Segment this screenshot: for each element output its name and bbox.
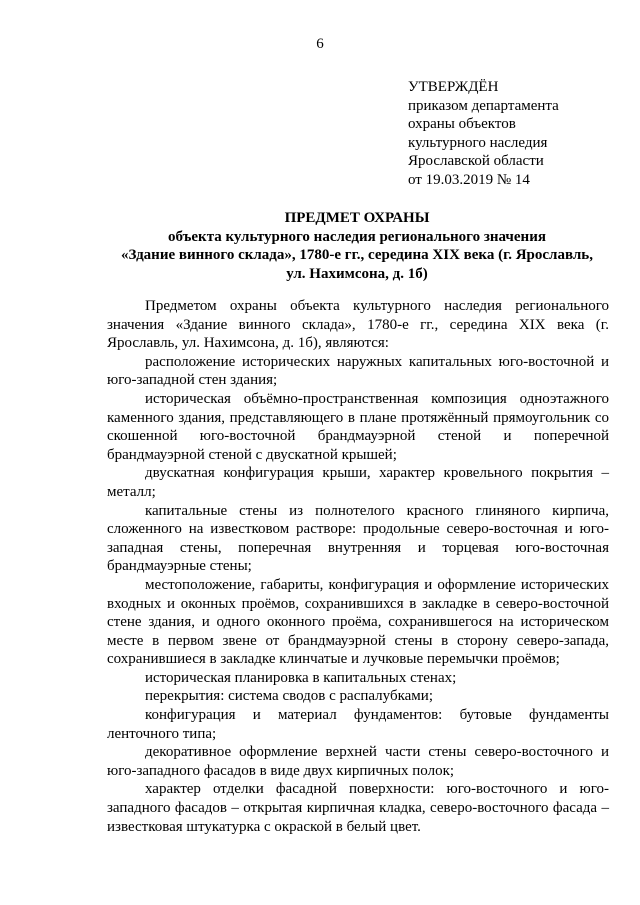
- body-paragraph: двускатная конфигурация крыши, характер кровельного покрытия – металл;: [107, 465, 609, 500]
- approval-line: УТВЕРЖДЁН: [408, 79, 499, 95]
- title-object-name: «Здание винного склада», 1780-е гг., середина XIX века (г. Ярославль,: [121, 247, 593, 263]
- body-paragraph: характер отделки фасадной поверхности: юго-восточного и юго-западного фасадов – открытая кирпичная кладка, северо-восточного фасада – известковая штукатурка с окраской в белый цвет.: [107, 781, 609, 835]
- approval-line: охраны объектов: [408, 116, 516, 132]
- approval-stamp: [408, 78, 628, 189]
- body-paragraph: перекрытия: система сводов с распалубками;: [145, 688, 433, 705]
- document-title: [102, 209, 612, 283]
- approval-line: Ярославской области: [408, 153, 544, 169]
- document-body: [107, 297, 609, 836]
- body-paragraph: историческая планировка в капитальных стенах;: [145, 669, 457, 686]
- body-paragraph: местоположение, габариты, конфигурация и оформление исторических входных и оконных проёмов, сохранившихся в закладке в северо-восточной стене здания, и одного оконного проёма, сохранившегося на историческом месте в первом звене от брандмауэрной стены в сторону северо-запада, сохранившиеся в закладке клинчатые и лучковые перемычки проёмов;: [107, 576, 609, 668]
- body-paragraph: декоративное оформление верхней части стены северо-восточного и юго-западного фасадов в виде двух кирпичных полок;: [107, 744, 609, 779]
- page-number: 6: [316, 36, 324, 52]
- body-paragraph: историческая объёмно-пространственная композиция одноэтажного каменного здания, представляющего в плане протяжённый прямоугольник со скошенной юго-восточной брандмауэрной стеной и поперечной брандмауэрной стеной с двускатной крышей;: [107, 390, 609, 463]
- title-address: ул. Нахимсона, д. 1б): [286, 265, 428, 282]
- title-subtitle: объекта культурного наследия регионального значения: [168, 228, 546, 245]
- body-paragraph: конфигурация и материал фундаментов: бутовые фундаменты ленточного типа;: [107, 707, 609, 742]
- body-paragraph: капитальные стены из полнотелого красного глиняного кирпича, сложенного на известковом растворе: продольные северо-восточная и юго-западная стены, поперечная внутренняя и торцевая юго-восточная брандмауэрные стены;: [107, 502, 609, 575]
- approval-line: приказом департамента: [408, 97, 559, 114]
- approval-line: от 19.03.2019 № 14: [408, 171, 530, 188]
- title-heading: ПРЕДМЕТ ОХРАНЫ: [284, 210, 430, 226]
- approval-line: культурного наследия: [408, 134, 548, 151]
- body-paragraph: расположение исторических наружных капитальных юго-восточной и юго-западной стен здания;: [107, 353, 609, 389]
- body-paragraph: Предметом охраны объекта культурного наследия регионального значения «Здание винного склада», 1780-е гг., середина XIX века (г. Ярославль, ул. Нахимсона, д. 1б), являются:: [107, 298, 609, 352]
